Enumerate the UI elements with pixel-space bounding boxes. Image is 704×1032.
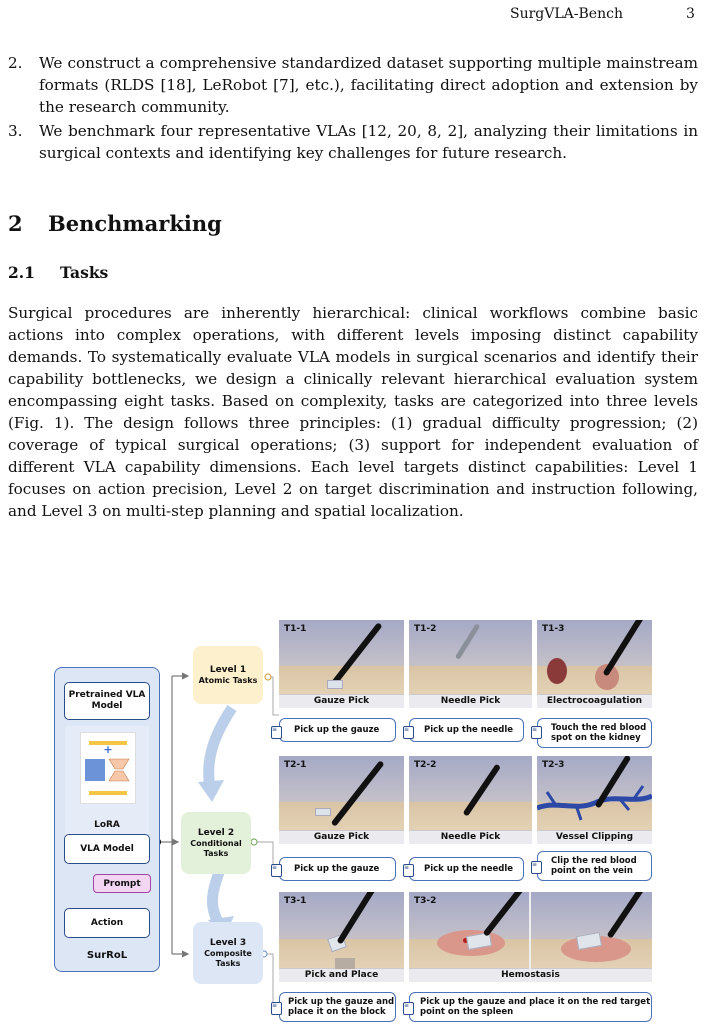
level-subtitle: Conditional Tasks [190, 839, 242, 858]
task-id: T3-1 [284, 896, 307, 906]
task-id: T1-1 [284, 624, 307, 634]
instruction-text: Pick up the needle [424, 864, 514, 874]
task-id: T3-2 [414, 896, 437, 906]
checklist-icon: ≡ [271, 726, 282, 739]
header-title: SurgVLA-Bench [510, 6, 623, 22]
list-item [8, 120, 698, 164]
instruction-text: Touch the red blood spot on the kidney [551, 723, 647, 743]
instruction-text: Pick up the gauze [294, 725, 380, 735]
section-number: 2 [8, 211, 23, 236]
level-title: Level 2 [197, 828, 235, 838]
surrol-label: SurRoL [86, 950, 128, 961]
task-caption: Gauze Pick [279, 695, 404, 708]
instruction-t1-3 [537, 718, 652, 748]
task-id: T1-3 [542, 624, 565, 634]
instruction-t1-2 [409, 718, 524, 742]
list-item-text: We construct a comprehensive standardized dataset supporting multiple mainstream formats (RLDS [18], LeRobot [7], etc.), facilitating direct adoption and extension by the research community. [39, 54, 698, 116]
checklist-icon: ≡ [403, 1002, 414, 1015]
task-id: T2-3 [542, 760, 565, 770]
checklist-icon: ≡ [531, 861, 542, 874]
task-image-t3-1 [279, 892, 404, 982]
level-title: Level 3 [209, 938, 247, 948]
subsection-number: 2.1 [8, 263, 35, 282]
task-caption: Electrocoagulation [537, 695, 652, 708]
task-caption: Hemostasis [409, 969, 652, 982]
instruction-text: Pick up the needle [424, 725, 514, 735]
task-image-t2-3 [537, 756, 652, 844]
level-1-box [193, 646, 263, 704]
instruction-text: Pick up the gauze [294, 864, 380, 874]
task-image-t1-3 [537, 620, 652, 708]
figure-1 [0, 600, 704, 1032]
list-item-text: We benchmark four representative VLAs [12, 20, 8, 2], analyzing their limitations in surgical contexts and identifying key challenges for future research. [39, 122, 698, 162]
section-title: Benchmarking [48, 211, 222, 236]
surrol-framework [54, 667, 160, 972]
instruction-t2-3 [537, 851, 652, 881]
instruction-text: Pick up the gauze and place it on the block [288, 997, 395, 1017]
list-item-number: 3. [8, 122, 23, 140]
task-caption: Needle Pick [409, 831, 532, 844]
task-image-t2-2 [409, 756, 532, 844]
subsection-title: Tasks [60, 263, 109, 282]
prompt-box: Prompt [93, 874, 151, 893]
task-caption: Pick and Place [279, 969, 404, 982]
vla-model-box: VLA Model [64, 834, 150, 864]
task-image-t3-2 [409, 892, 652, 982]
checklist-icon: ≡ [271, 1002, 282, 1015]
level-subtitle: Atomic Tasks [198, 676, 258, 685]
svg-text:+: + [103, 743, 113, 756]
task-id: T2-2 [414, 760, 437, 770]
list-item [8, 52, 698, 118]
lora-label: LoRA [94, 820, 120, 830]
checklist-icon: ≡ [403, 726, 414, 739]
level-3-box [193, 922, 263, 984]
level-title: Level 1 [209, 665, 247, 675]
task-caption: Gauze Pick [279, 831, 404, 844]
task-id: T1-2 [414, 624, 437, 634]
checklist-icon: ≡ [531, 726, 542, 739]
action-box: Action [64, 908, 150, 938]
task-image-t2-1 [279, 756, 404, 844]
subsection-heading [8, 263, 108, 282]
section-heading [8, 211, 222, 236]
pretrained-vla-box: Pretrained VLA Model [64, 682, 150, 720]
instruction-text: Pick up the gauze and place it on the red target point on the spleen [420, 997, 651, 1017]
instruction-t2-1 [279, 857, 396, 881]
checklist-icon: ≡ [271, 864, 282, 877]
level-subtitle: Composite Tasks [204, 949, 252, 968]
task-id: T2-1 [284, 760, 307, 770]
task-image-t1-1 [279, 620, 404, 708]
contribution-list [8, 52, 698, 166]
task-image-t1-2 [409, 620, 532, 708]
body-paragraph: Surgical procedures are inherently hierarchical: clinical workflows combine basic actions into complex operations, with different levels imposing distinct capability demands. To systematically evaluate VLA models in surgical scenarios and identify their capability bottlenecks, we design a clinically relevant hierarchical evaluation system encompassing eight tasks. Based on complexity, tasks are categorized into three levels (Fig. 1). The design follows three principles: (1) gradual difficulty progression; (2) coverage of typical surgical operations; (3) support for independent evaluation of different VLA capability dimensions. Each level targets distinct capabilities: Level 1 focuses on action precision, Level 2 on target discrimination and instruction following, and Level 3 on multi-step planning and spatial localization. [8, 304, 698, 520]
task-caption: Needle Pick [409, 695, 532, 708]
lora-diagram-icon [80, 732, 136, 804]
list-item-number: 2. [8, 54, 23, 72]
instruction-t3-2 [409, 992, 652, 1022]
instruction-t3-1 [279, 992, 396, 1022]
instruction-t1-1 [279, 718, 396, 742]
page-number: 3 [686, 6, 695, 22]
level-2-box [181, 812, 251, 874]
checklist-icon: ≡ [403, 864, 414, 877]
instruction-text: Clip the red blood point on the vein [551, 856, 637, 876]
instruction-t2-2 [409, 857, 524, 881]
task-caption: Vessel Clipping [537, 831, 652, 844]
